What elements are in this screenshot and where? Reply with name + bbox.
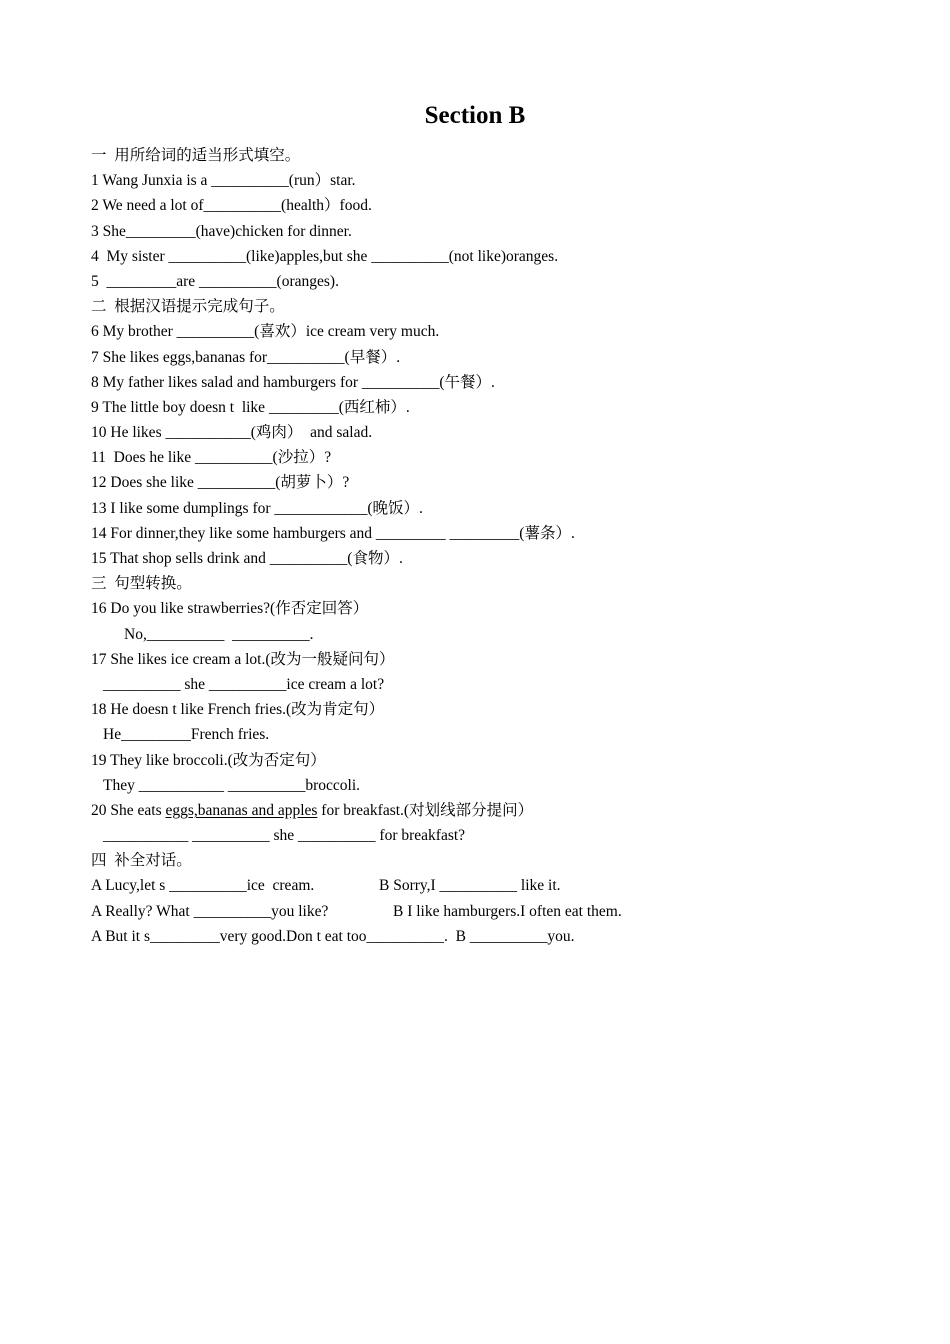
question-11: 11 Does he like __________(沙拉）? [91, 449, 332, 467]
question-9: 9 The little boy doesn t like _________(西红柿）. [91, 398, 410, 416]
question-7: 7 She likes eggs,bananas for__________(早餐）. [91, 348, 401, 366]
dialogue-row-1 [91, 873, 911, 898]
part4-heading: 四 补全对话。 [91, 852, 192, 870]
part2-heading: 二 根据汉语提示完成句子。 [91, 298, 285, 316]
question-14: 14 For dinner,they like some hamburgers and _________ _________(薯条）. [91, 524, 575, 542]
question-5: 5 _________are __________(oranges). [91, 272, 339, 290]
dialogue-2-b: B I like hamburgers.I often eat them. [393, 902, 622, 920]
question-6: 6 My brother __________(喜欢）ice cream very much. [91, 323, 440, 341]
page-title: Section B [424, 102, 526, 129]
dialogue-1-a: A Lucy,let s __________ice cream. [91, 877, 315, 895]
question-15: 15 That shop sells drink and __________(食物）. [91, 550, 403, 567]
answer-18: He_________French fries. [103, 726, 270, 744]
question-2: 2 We need a lot of__________(health）food. [91, 197, 372, 215]
question-3: 3 She_________(have)chicken for dinner. [91, 222, 352, 240]
question-20 [91, 798, 911, 823]
question-12: 12 Does she like __________(胡萝卜）? [91, 474, 350, 492]
answer-17: __________ she __________ice cream a lot? [103, 675, 385, 693]
question-1: 1 Wang Junxia is a __________(run）star. [91, 172, 356, 190]
question-8: 8 My father likes salad and hamburgers for __________(午餐）. [91, 373, 495, 391]
question-20-underlined: eggs,bananas and apples [165, 801, 318, 819]
dialogue-row-2 [91, 899, 911, 924]
question-18: 18 He doesn t like French fries.(改为肯定句） [91, 701, 385, 719]
answer-16: No,__________ __________. [124, 625, 314, 643]
answer-20: ___________ __________ she __________ for breakfast? [103, 827, 466, 845]
question-4: 4 My sister __________(like)apples,but she __________(not like)oranges. [91, 247, 559, 265]
question-20-prefix: 20 She eats [91, 801, 166, 819]
question-10: 10 He likes ___________(鸡肉） and salad. [91, 424, 373, 442]
dialogue-1-b: B Sorry,I __________ like it. [379, 877, 561, 895]
question-17: 17 She likes ice cream a lot.(改为一般疑问句） [91, 650, 395, 668]
question-20-suffix: for breakfast.(对划线部分提问） [317, 801, 534, 819]
question-16: 16 Do you like strawberries?(作否定回答） [91, 600, 369, 618]
part3-heading: 三 句型转换。 [91, 575, 192, 593]
dialogue-2-a: A Really? What __________you like? [91, 902, 329, 920]
dialogue-row-3: A But it s_________very good.Don t eat too__________. B __________you. [91, 927, 575, 945]
worksheet-body [91, 143, 911, 949]
question-13: 13 I like some dumplings for ____________(晚饭）. [91, 499, 423, 517]
answer-19: They ___________ __________broccoli. [103, 776, 361, 794]
part1-heading: 一 用所给词的适当形式填空。 [91, 147, 301, 164]
question-19: 19 They like broccoli.(改为否定句） [91, 751, 326, 769]
